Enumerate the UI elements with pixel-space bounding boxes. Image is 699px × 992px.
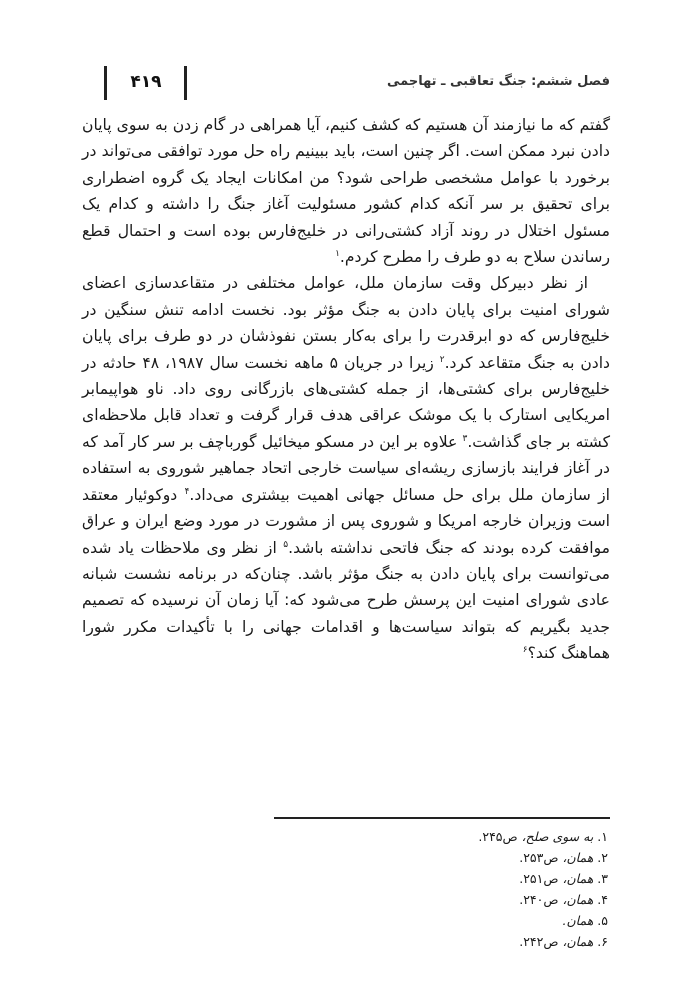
footnote-item <box>300 931 608 952</box>
footnote-number: ۱. <box>597 829 608 844</box>
footnote-source: همان. <box>562 913 594 928</box>
text-segment: از نظر دبیرکل وقت سازمان ملل، عوامل مختلفی در متقاعدسازی اعضای شورای امنیت برای پایان دادن به جنگ مؤثر بود. نخست ادامه تنش سنگین در خلیج‌فارس که دو ابرقدرت را برای به‌کار بستن نفوذشان در دو طرف برای پایان دادن به جنگ متقاعد کرد. <box>82 274 610 372</box>
footnote-ref: ۴ <box>184 486 190 497</box>
header-divider-right <box>184 66 187 100</box>
footnote-item <box>300 868 608 889</box>
body-text <box>82 112 610 667</box>
footnote-separator <box>274 817 610 819</box>
footnote-source: همان، <box>562 850 594 865</box>
footnote-source: همان، <box>562 934 594 949</box>
running-title: فصل ششم: جنگ تعاقبی ـ تهاجمی <box>386 74 610 89</box>
footnote-page: ص۲۴۲. <box>519 934 563 949</box>
paragraph-1 <box>82 112 610 270</box>
footnote-number: ۵. <box>597 913 608 928</box>
footnote-ref: ۲ <box>439 354 445 365</box>
footnote-item <box>300 847 608 868</box>
footnote-page: ص۲۵۳. <box>519 850 563 865</box>
footnote-source: همان، <box>562 871 594 886</box>
text-segment: از نظر وی ملاحظات یاد شده می‌توانست برای پایان دادن به جنگ مؤثر باشد. چنان‌که در برنامه نشست شبانه عادی شورای امنیت این پرسش طرح می‌شود که: آیا زمان آن نرسیده که تصمیم جدید بگیریم که بتواند سیاست‌ها و اقدامات جهانی را با تأکیدات مکرر شورا هماهنگ کند؟ <box>82 538 610 663</box>
footnote-number: ۲. <box>597 850 608 865</box>
footnote-ref: ۵ <box>283 539 289 550</box>
footnote-number: ۶. <box>597 934 608 949</box>
footnote-item <box>300 889 608 910</box>
text-segment: علاوه بر این در مسکو میخائیل گورباچف بر سر کار آمد که در آغاز فرایند بازسازی ریشه‌ای سیاست خارجی اتحاد جماهیر شوروی به استفاده از سازمان ملل برای حل مسائل جهانی اهمیت بیشتری می‌داد. <box>82 432 610 504</box>
footnotes <box>300 826 612 952</box>
footnote-number: ۳. <box>597 871 608 886</box>
paragraph-2 <box>82 270 610 666</box>
footnote-page: ص۲۴۰. <box>519 892 563 907</box>
footnote-source: همان، <box>562 892 594 907</box>
text-segment: دوکوئیار معتقد است وزیران خارجه امریکا و شوروی پس از مشورت در مورد وضع ایران و عراق موافقت کرده بودند که جنگ فاتحی نداشته باشد. <box>82 485 610 557</box>
footnote-ref: ۱ <box>335 248 340 259</box>
footnote-ref: ۳ <box>462 433 468 444</box>
text-segment: گفتم که ما نیازمند آن هستیم که کشف کنیم، آیا همراهی در گام زدن به سوی پایان دادن نبرد ممکن است. اگر چنین است، باید ببینیم راه حل مورد توافقی می‌تواند در برخورد با عوامل مشخصی طراحی شود؟ من امکانات ایجاد یک گروه اضطراری برای تحقیق بر سر آنکه کدام کشور مسئولیت آغاز جنگ را داشته و کدام یک مسئول اختلال در روند آزاد کشتی‌رانی در خلیج‌فارس بوده است و احتمال قطع رساندن سلاح به دو طرف را مطرح کردم. <box>82 116 610 267</box>
footnote-item <box>300 910 608 931</box>
text-segment: زیرا در جریان ۵ ماهه نخست سال ۱۹۸۷، ۴۸ حادثه در خلیج‌فارس برای کشتی‌ها، از جمله کشتی‌های بازرگانی روی داد. ناو هواپیمابر امریکایی استارک با یک موشک عراقی هدف قرار گرفت و تعداد قابل ملاحظه‌ای کشته بر جای گذاشت. <box>82 353 610 451</box>
footnote-ref: ۶ <box>522 644 528 655</box>
header-divider-left <box>104 66 107 100</box>
footnote-page: ص۲۴۵. <box>478 829 522 844</box>
footnote-item <box>300 826 608 847</box>
footnote-page: ص۲۵۱. <box>519 871 563 886</box>
running-header <box>80 66 610 100</box>
footnote-source: به سوی صلح، <box>521 829 594 844</box>
page-number: ۴۱۹ <box>130 72 162 92</box>
footnote-number: ۴. <box>597 892 608 907</box>
